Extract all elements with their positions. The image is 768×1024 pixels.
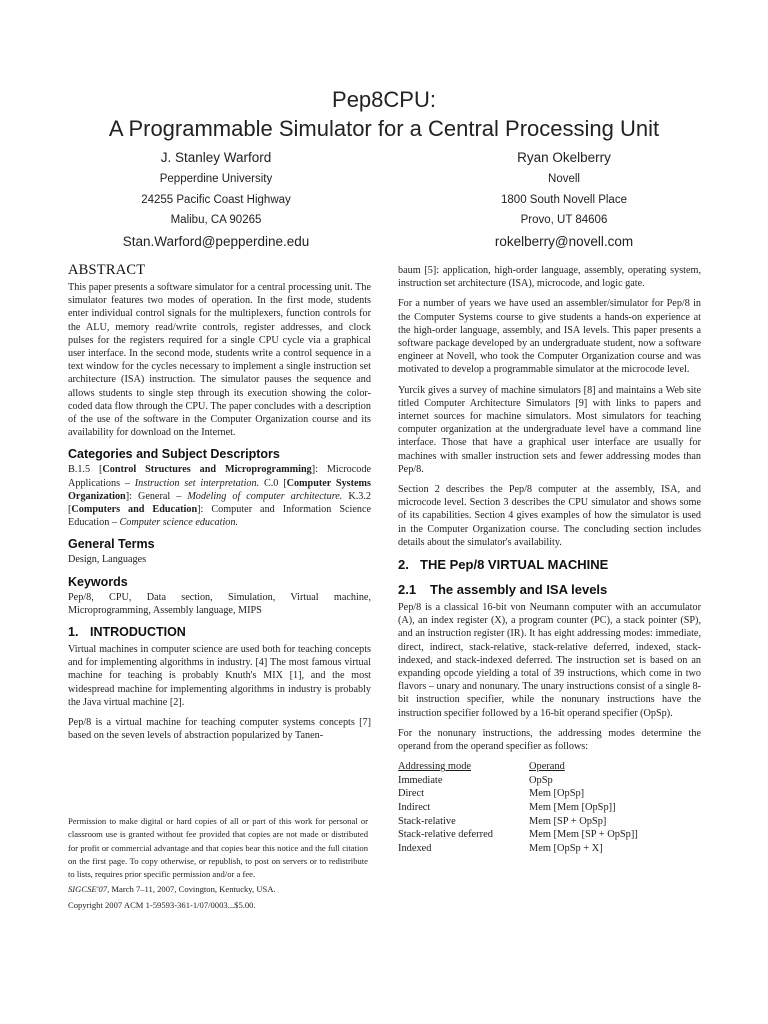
table-cell: Stack-relative <box>398 815 456 827</box>
introduction-paragraph: Pep/8 is a virtual machine for teaching computer systems concepts [7] based on the seven levels of abstraction popularized by Tanen- <box>68 717 371 742</box>
conference-line: SIGCSE'07, March 7–11, 2007, Covington, Kentucky, USA. <box>68 884 276 895</box>
table-cell: Mem [SP + OpSp] <box>529 815 607 827</box>
left-column <box>68 262 371 749</box>
section-2-heading: 2. THE Pep/8 VIRTUAL MACHINE <box>398 557 609 573</box>
body-paragraph: Section 2 describes the Pep/8 computer at the assembly, ISA, and microcode level. Section 3 describes the CPU simulator and shows some of its capabilities. Section 4 gives examples of how the simulator is used in the Computer Organization course. The concluding section includes details about the simulator's availability. <box>398 484 701 548</box>
permission-notice: Permission to make digital or hard copies of all or part of this work for personal or classroom use is granted without fee provided that copies are not made or distributed for profit or commercial advantage and that copies bear this notice and the full citation on the first page. To copy otherwise, or republish, to post on servers or to redistribute to lists, requires prior specific permission and/or a fee. <box>68 816 368 880</box>
table-cell: Mem [OpSp + X] <box>529 842 603 854</box>
table-cell: Stack-relative deferred <box>398 829 493 841</box>
body-paragraph: For the nonunary instructions, the addressing modes determine the operand from the operand specifier as follows: <box>398 727 701 753</box>
table-cell: Direct <box>398 788 424 800</box>
table-cell: Immediate <box>398 774 443 786</box>
general-terms-text: Design, Languages <box>68 554 147 566</box>
copyright-footnote <box>68 815 368 914</box>
table-cell: Indexed <box>398 842 432 854</box>
author-city: Malibu, CA 90265 <box>170 214 262 226</box>
column-header: Operand <box>529 761 565 773</box>
body-paragraph: Yurcik gives a survey of machine simulators [8] and maintains a Web site titled Computer Architecture Simulators [9] with links to papers and internet sources for machine simulators. Most simulators for teaching computer organization at the undergraduate level have a command line interface. Those that have a graphical user interface are usually for machines with smaller instruction sets and fewer addressing modes than Pep/8. <box>398 384 701 475</box>
author-address: 24255 Pacific Coast Highway <box>141 193 291 206</box>
table-row <box>398 801 638 815</box>
author-name: Ryan Okelberry <box>517 150 611 165</box>
author-block-1 <box>66 148 366 253</box>
keywords-heading: Keywords <box>68 574 128 589</box>
body-paragraph: baum [5]: application, high-order language, assembly, operating system, instruction set architecture (ISA), microcode, and logic gate. <box>398 265 701 290</box>
table-row <box>398 774 638 788</box>
author-city: Provo, UT 84606 <box>520 214 608 226</box>
addressing-modes-table <box>398 760 638 855</box>
author-email: Stan.Warford@pepperdine.edu <box>122 233 310 249</box>
introduction-heading: 1. INTRODUCTION <box>68 625 186 640</box>
table-cell: OpSp <box>529 774 553 786</box>
paper-title <box>0 86 768 144</box>
body-paragraph: For a number of years we have used an assembler/simulator for Pep/8 in the Computer Systems course to give students a hands-on experience at the high-order language, assembly, and ISA levels. This paper presents a software package developed by an undergraduate student, now a software engineer at Novell, who took the Computer Organization course and was motivated to develop a programmable simulator at the microcode level. <box>398 298 701 376</box>
table-header-row <box>398 760 638 774</box>
table-row <box>398 842 638 856</box>
table-cell: Indirect <box>398 802 431 814</box>
title-line-2: A Programmable Simulator for a Central Processing Unit <box>108 116 660 141</box>
author-email: rokelberry@novell.com <box>494 233 634 249</box>
keywords-text: Pep/8, CPU, Data section, Simulation, Virtual machine, Microprogramming, Assembly language, MIPS <box>68 591 371 616</box>
author-affiliation: Novell <box>548 173 580 185</box>
table-row <box>398 787 638 801</box>
author-name: J. Stanley Warford <box>160 150 272 165</box>
author-address: 1800 South Novell Place <box>501 193 627 206</box>
column-header: Addressing mode <box>398 761 472 773</box>
table-cell: Mem [Mem [SP + OpSp]] <box>529 829 638 841</box>
title-line-1: Pep8CPU: <box>332 87 436 112</box>
table-row <box>398 828 638 842</box>
introduction-paragraph: Virtual machines in computer science are used both for teaching concepts and for implementing algorithms in industry. [4] The most famous virtual machine for teaching is probably Knuth's MIX [1], and the most widespread machine for implementing algorithms in industry is probably the Java virtual machine [2]. <box>68 644 371 708</box>
section-2-1-heading: 2.1 The assembly and ISA levels <box>398 582 608 598</box>
table-cell: Mem [Mem [OpSp]] <box>529 802 616 814</box>
body-paragraph: Pep/8 is a classical 16-bit von Neumann computer with an accumulator (A), an index register (X), a program counter (PC), a stack pointer (SP), and an instruction register (IR). It has eight addressing modes: immediate, direct, indirect, stack-relative, stack-relative deferred, indexed, stack-indexed, and stack-indexed deferred. The instruction set is based on an expanding opcode yielding a total of 39 instructions, which come in two flavors – unary and nonunary. The unary instructions consist of a single 8-bit instruction specifier, while the nonunary instructions have the instruction specifier followed by a 16-bit operand specifier (OpSp). <box>398 602 701 719</box>
table-row <box>398 815 638 829</box>
table-cell: Mem [OpSp] <box>529 788 585 800</box>
categories-text: B.1.5 [Control Structures and Microprogramming]: Microcode Applications – Instruction set interpretation. C.0 [Computer Systems Organization]: General – Modeling of computer architecture. K.3.2 [Computers and Education]: Computer and Information Science Education – Computer science education. <box>68 464 372 529</box>
right-column <box>398 264 701 855</box>
general-terms-heading: General Terms <box>68 537 155 552</box>
copyright-line: Copyright 2007 ACM 1-59593-361-1/07/0003...$5.00. <box>68 899 256 910</box>
abstract-text: This paper presents a software simulator for a central processing unit. The simulator features two modes of operation. In the first mode, students enter individual control signals for the multiplexers, function controls for the ALU, memory read/write controls, register addresses, and clock pulses for the registers required for a single CPU cycle via a graphical user interface. In the second mode, students write a control sequence in a text window for the cycles necessary to implement a single instruction set architecture (ISA) instruction. The simulator pauses the sequence and allows students to single step through its execution showing the color-coded data flow through the CPU. The paper concludes with a description of the use of the software in the Computer Organization course and its availability for download on the Internet. <box>68 282 371 439</box>
categories-heading: Categories and Subject Descriptors <box>68 447 280 462</box>
author-block-2 <box>414 148 714 253</box>
author-affiliation: Pepperdine University <box>159 173 273 185</box>
abstract-heading: ABSTRACT <box>68 262 146 278</box>
